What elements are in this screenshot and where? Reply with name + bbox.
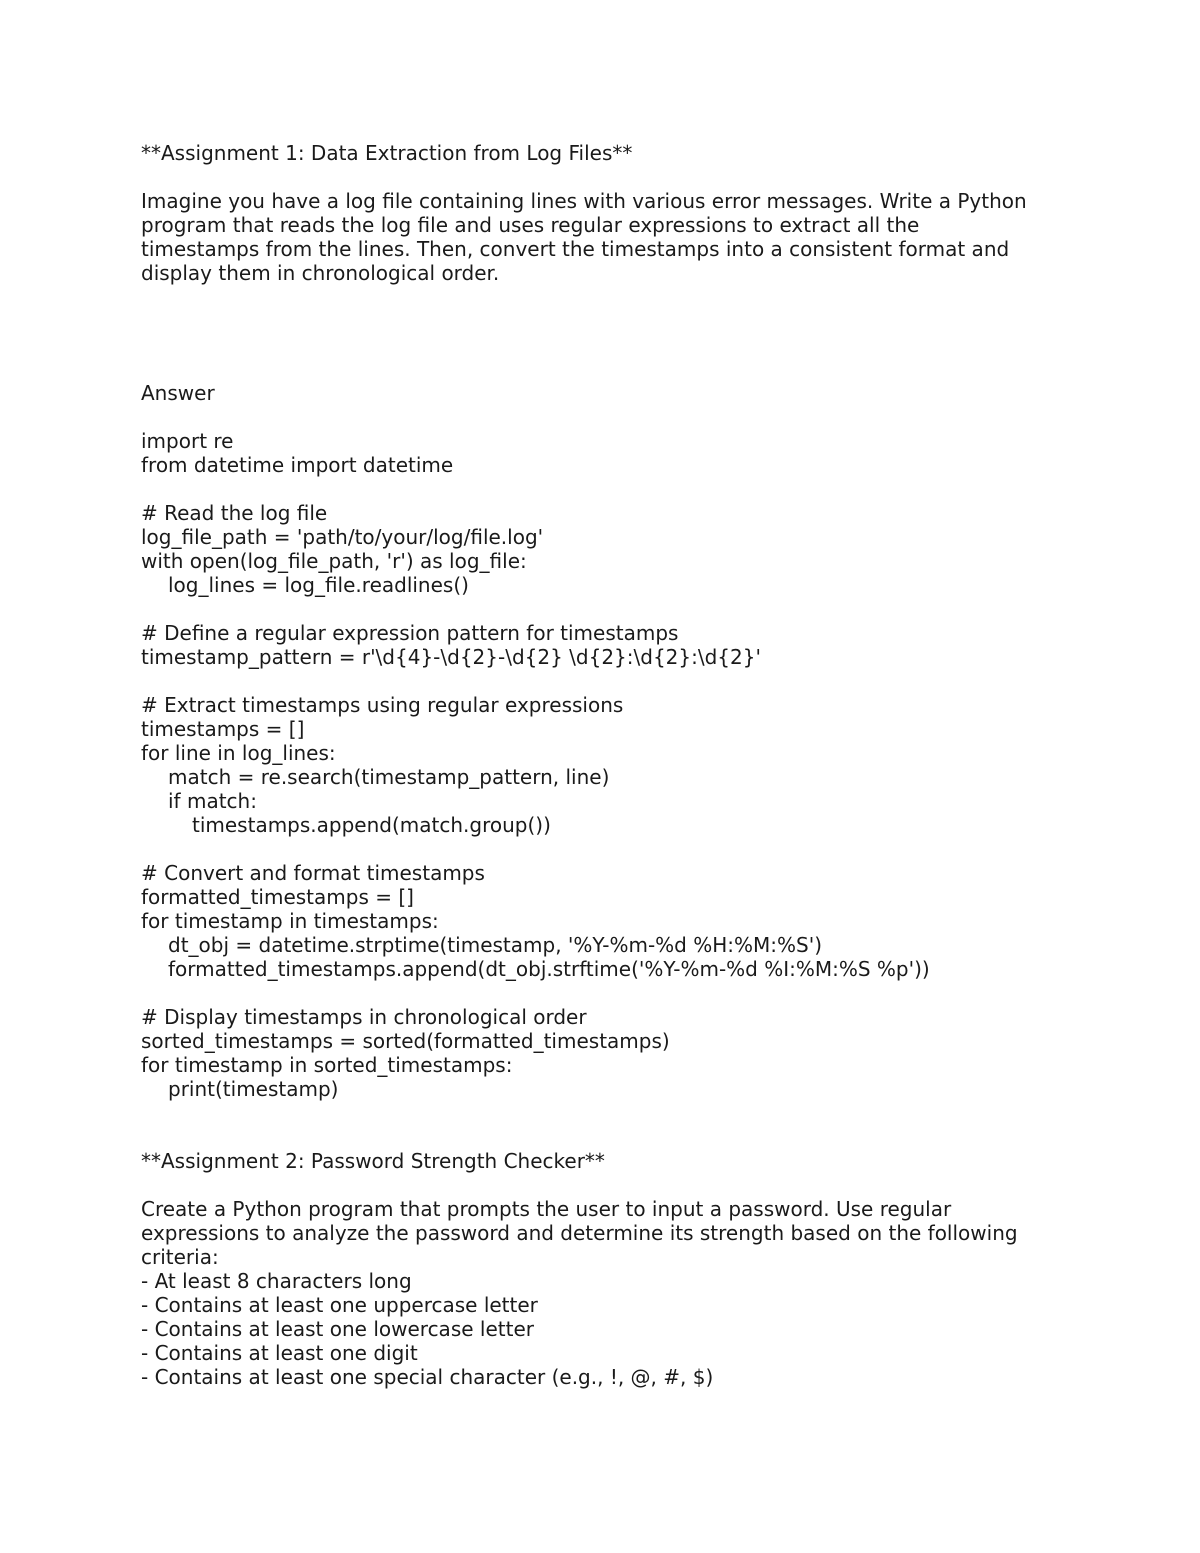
code-comment: # Define a regular expression pattern for timestamps bbox=[141, 621, 679, 645]
answer-label: Answer bbox=[141, 381, 215, 405]
code-line: timestamp_pattern = r'\d{4}-\d{2}-\d{2} \d{2}:\d{2}:\d{2}' bbox=[141, 645, 761, 669]
criteria-item: - Contains at least one special character (e.g., !, @, #, $) bbox=[141, 1365, 714, 1389]
code-line: import re bbox=[141, 429, 234, 453]
code-line: timestamps.append(match.group()) bbox=[192, 813, 551, 837]
assignment1-title: **Assignment 1: Data Extraction from Log Files** bbox=[141, 141, 633, 165]
criteria-list bbox=[141, 1269, 1101, 1389]
code-comment: # Extract timestamps using regular expressions bbox=[141, 693, 624, 717]
code-line: print(timestamp) bbox=[168, 1077, 339, 1101]
code-line: log_lines = log_file.readlines() bbox=[168, 573, 469, 597]
criteria-item: - Contains at least one lowercase letter bbox=[141, 1317, 534, 1341]
code-line: timestamps = [] bbox=[141, 717, 305, 741]
code-answer bbox=[141, 429, 1101, 1101]
code-comment: # Read the log file bbox=[141, 501, 328, 525]
assignment2-description bbox=[141, 1197, 1101, 1269]
assignment1-description bbox=[141, 189, 1101, 285]
code-line: log_file_path = 'path/to/your/log/file.log' bbox=[141, 525, 544, 549]
code-line: dt_obj = datetime.strptime(timestamp, '%Y-%m-%d %H:%M:%S') bbox=[168, 933, 823, 957]
code-comment: # Convert and format timestamps bbox=[141, 861, 485, 885]
code-line: match = re.search(timestamp_pattern, line) bbox=[168, 765, 610, 789]
code-line: for timestamp in timestamps: bbox=[141, 909, 439, 933]
code-line: from datetime import datetime bbox=[141, 453, 454, 477]
description-line: timestamps from the lines. Then, convert the timestamps into a consistent format and bbox=[141, 237, 1010, 261]
code-line: for timestamp in sorted_timestamps: bbox=[141, 1053, 513, 1077]
description-line: Imagine you have a log file containing lines with various error messages. Write a Python bbox=[141, 189, 1027, 213]
description-line: display them in chronological order. bbox=[141, 261, 500, 285]
code-line: formatted_timestamps.append(dt_obj.strftime('%Y-%m-%d %I:%M:%S %p')) bbox=[168, 957, 930, 981]
criteria-item: - Contains at least one uppercase letter bbox=[141, 1293, 538, 1317]
code-comment: # Display timestamps in chronological order bbox=[141, 1005, 587, 1029]
code-line: for line in log_lines: bbox=[141, 741, 336, 765]
code-line: with open(log_file_path, 'r') as log_file: bbox=[141, 549, 527, 573]
description-line: expressions to analyze the password and determine its strength based on the following bbox=[141, 1221, 1018, 1245]
description-line: criteria: bbox=[141, 1245, 219, 1269]
code-line: if match: bbox=[168, 789, 257, 813]
description-line: program that reads the log file and uses regular expressions to extract all the bbox=[141, 213, 920, 237]
document-content bbox=[141, 141, 1101, 1389]
code-line: formatted_timestamps = [] bbox=[141, 885, 414, 909]
description-line: Create a Python program that prompts the user to input a password. Use regular bbox=[141, 1197, 952, 1221]
criteria-item: - Contains at least one digit bbox=[141, 1341, 418, 1365]
criteria-item: - At least 8 characters long bbox=[141, 1269, 412, 1293]
code-line: sorted_timestamps = sorted(formatted_timestamps) bbox=[141, 1029, 670, 1053]
assignment2-title: **Assignment 2: Password Strength Checker** bbox=[141, 1149, 605, 1173]
